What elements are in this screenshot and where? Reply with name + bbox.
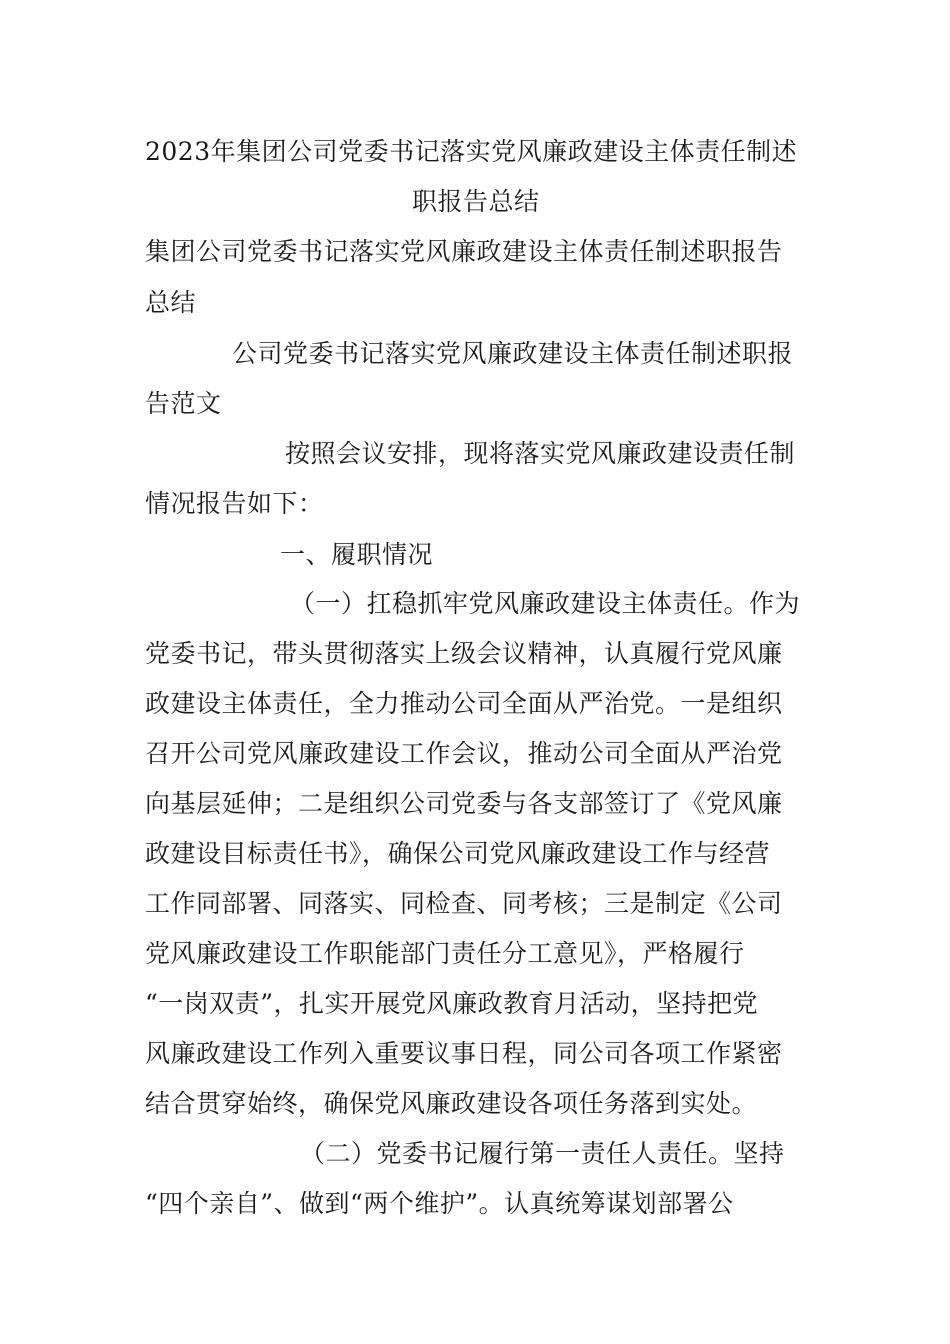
para1-line: 工作同部署、同落实、同检查、同考核；三是制定《公司 bbox=[145, 889, 783, 918]
para1-line: “一岗双责”，扎实开展党风廉政教育月活动，坚持把党 bbox=[145, 989, 759, 1018]
heading-fanwen-line-1: 公司党委书记落实党风廉政建设主体责任制述职报 bbox=[232, 339, 794, 368]
para2-line: “四个亲自”、做到“两个维护”。认真统筹谋划部署公 bbox=[145, 1189, 734, 1218]
para2-line: （二）党委书记履行第一责任人责任。坚持 bbox=[300, 1139, 785, 1168]
para1-line: （一）扛稳抓牢党风廉政建设主体责任。作为 bbox=[290, 589, 801, 618]
title-line-2: 职报告总结 bbox=[412, 187, 540, 216]
para1-line: 向基层延伸；二是组织公司党委与各支部签订了《党风廉 bbox=[145, 789, 783, 818]
heading-fanwen-line-2: 告范文 bbox=[145, 389, 222, 418]
para1-line: 党委书记，带头贯彻落实上级会议精神，认真履行党风廉 bbox=[145, 639, 783, 668]
section-heading: 一、履职情况 bbox=[280, 540, 434, 569]
subtitle-line-1: 集团公司党委书记落实党风廉政建设主体责任制述职报告 bbox=[145, 237, 783, 266]
intro-line-1: 按照会议安排，现将落实党风廉政建设责任制 bbox=[285, 439, 796, 468]
para1-line: 政建设主体责任，全力推动公司全面从严治党。一是组织 bbox=[145, 689, 783, 718]
para1-line: 召开公司党风廉政建设工作会议，推动公司全面从严治党 bbox=[145, 739, 783, 768]
para1-line: 党风廉政建设工作职能部门责任分工意见》，严格履行 bbox=[145, 939, 745, 968]
title-line-1: 2023年集团公司党委书记落实党风廉政建设主体责任制述 bbox=[145, 137, 798, 166]
intro-line-2: 情况报告如下： bbox=[145, 489, 324, 518]
para1-line: 结合贯穿始终，确保党风廉政建设各项任务落到实处。 bbox=[145, 1089, 758, 1118]
para1-line: 政建设目标责任书》，确保公司党风廉政建设工作与经营 bbox=[145, 839, 771, 868]
subtitle-line-2: 总结 bbox=[145, 288, 197, 317]
para1-line: 风廉政建设工作列入重要议事日程，同公司各项工作紧密 bbox=[145, 1039, 783, 1068]
